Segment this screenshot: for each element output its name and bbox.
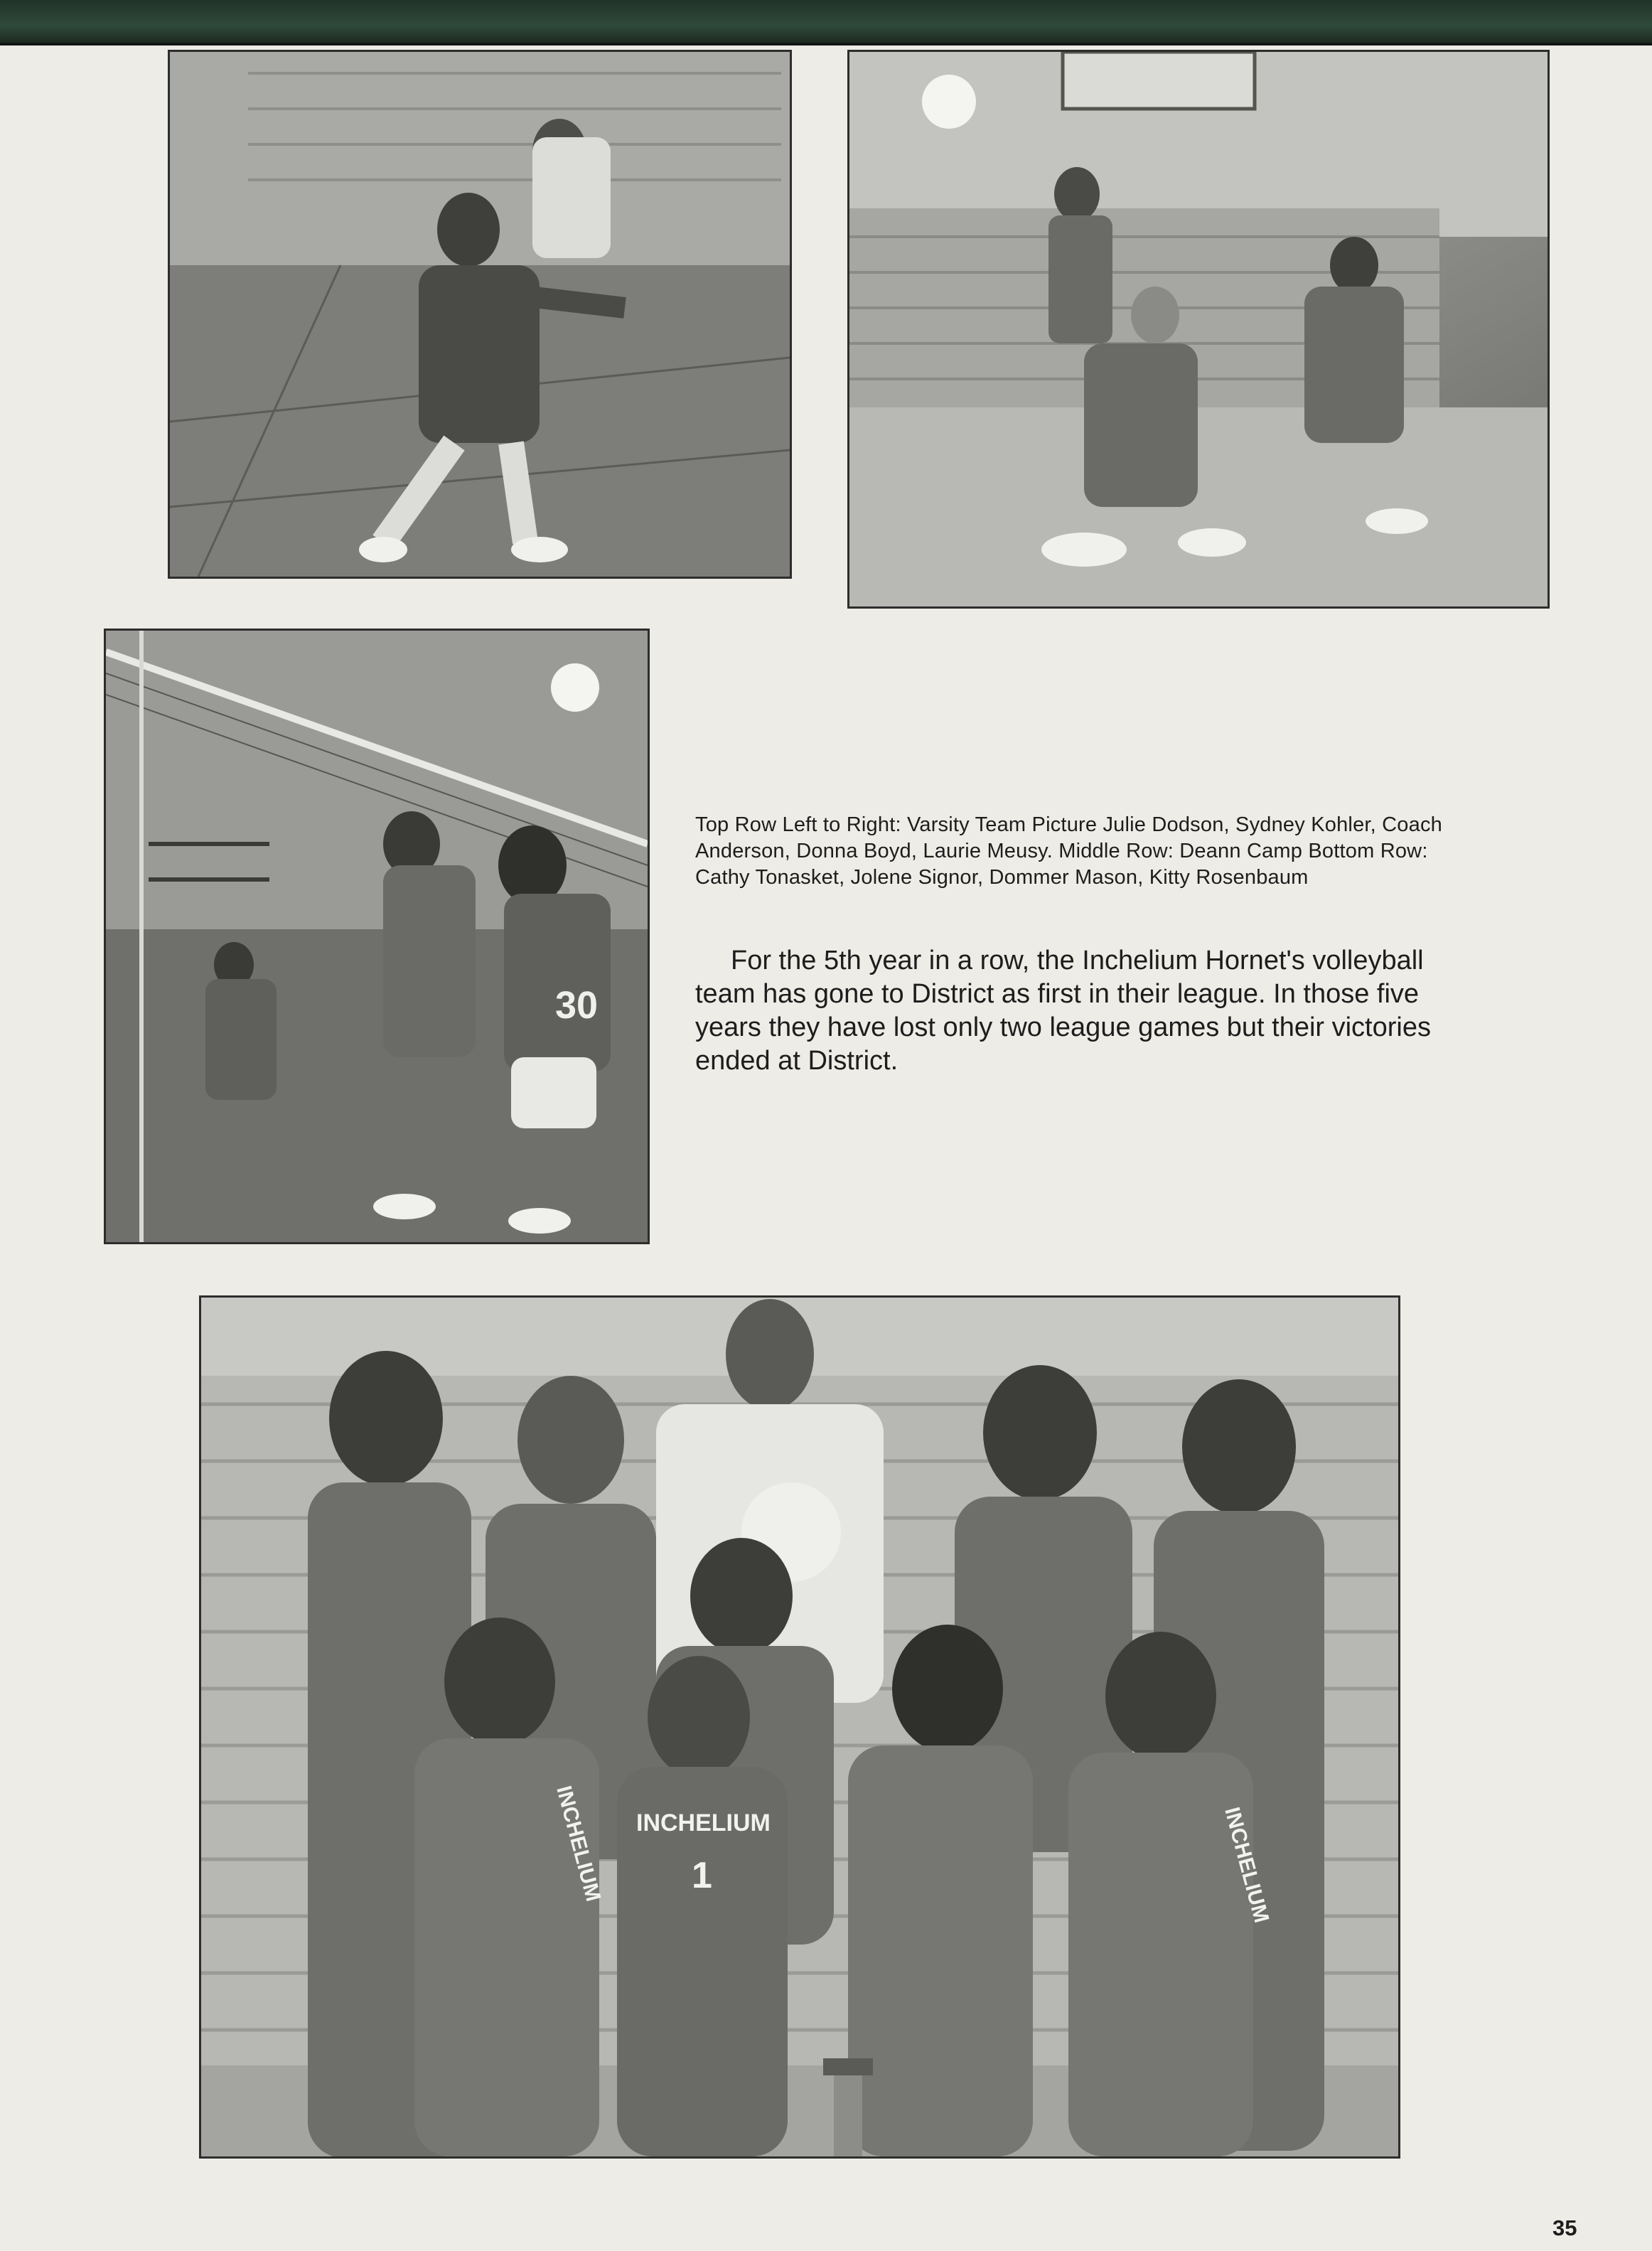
page-top-band: [0, 0, 1652, 46]
jersey-text-center-player: INCHELIUM: [636, 1809, 771, 1836]
jersey-number-center-player: 1: [692, 1855, 712, 1896]
jersey-number-net-player: 30: [555, 984, 599, 1027]
article-body-text: [695, 944, 1484, 1078]
photo-caption: Top Row Left to Right: Varsity Team Picture Julie Dodson, Sydney Kohler, Coach Anderson, Donna Boyd, Laurie Meusy. Middle Row: Deann Camp Bottom Row: Cathy Tonasket, Jolene Signor, Dommer Mason, Kitty Rosenbaum: [695, 813, 1442, 889]
photo-players-at-net: [104, 629, 650, 1244]
jersey-text-bottom-right: INCHELIUM: [1220, 1804, 1274, 1925]
photo-player-bump: [168, 50, 792, 579]
photo-varsity-team: [199, 1295, 1400, 2159]
jersey-text-bottom-left: INCHELIUM: [552, 1783, 606, 1904]
photo-players-kneeling: [847, 50, 1550, 609]
page-number: 35: [1552, 2215, 1577, 2240]
body-text-content: For the 5th year in a row, the Inchelium Hornet's volleyball team has gone to District as first in their league. In those five years they have lost only two league games but their victories ended at District.: [695, 946, 1431, 1076]
